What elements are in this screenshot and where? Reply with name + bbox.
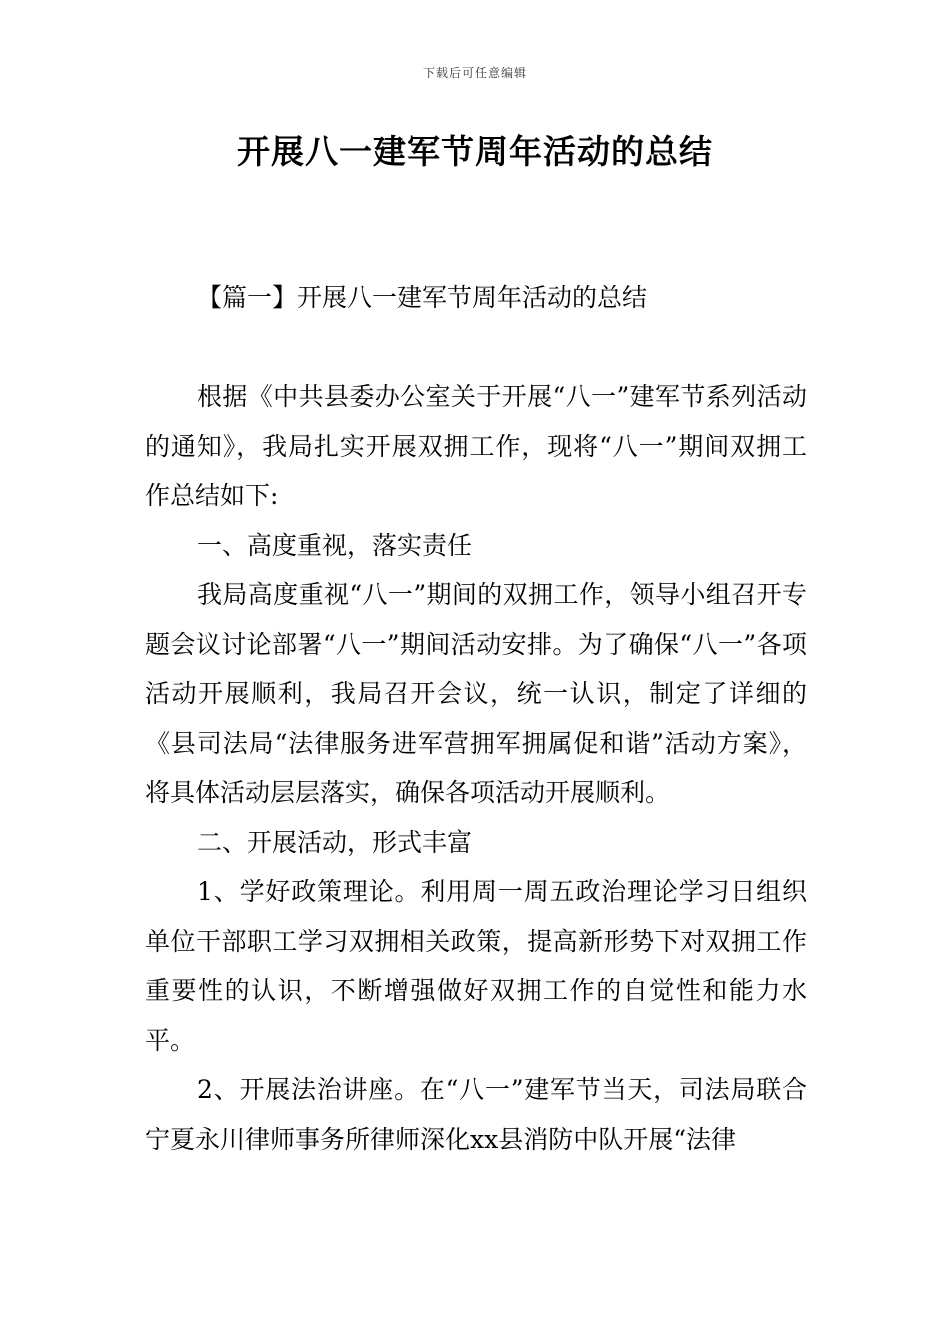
document-title: 开展八一建军节周年活动的总结 — [237, 132, 713, 171]
section-heading: 【篇一】开展八一建军节周年活动的总结 — [197, 283, 648, 312]
header-note: 下载后可任意编辑 — [422, 66, 527, 80]
paragraph-2: 1、学好政策理论。利用周一周五政治理论学习日组织单位干部职工学习双拥相关政策，提高新形势下对双拥工作重要性的认识，不断增强做好双拥工作的自觉性和能力水平。 — [145, 877, 807, 1055]
subheading-2: 二、开展活动，形式丰富 — [197, 827, 473, 857]
paragraph-3: 2、开展法治讲座。在“八一”建军节当天，司法局联合宁夏永川律师事务所律师深化xx县消防中队开展“法律 — [145, 1075, 807, 1154]
paragraph-intro: 根据《中共县委办公室关于开展“八一”建军节系列活动的通知》，我局扎实开展双拥工作，现将“八一”期间双拥工作总结如下: — [145, 382, 807, 510]
paragraph-1: 我局高度重视“八一”期间的双拥工作，领导小组召开专题会议讨论部署“八一”期间活动安排。为了确保“八一”各项活动开展顺利，我局召开会议，统一认识，制定了详细的《县司法局“法律服务进军营拥军拥属促和谐”活动方案》，将具体活动层层落实，确保各项活动开展顺利。 — [145, 580, 807, 807]
subheading-1: 一、高度重视，落实责任 — [197, 530, 473, 560]
document-body — [145, 372, 807, 1164]
